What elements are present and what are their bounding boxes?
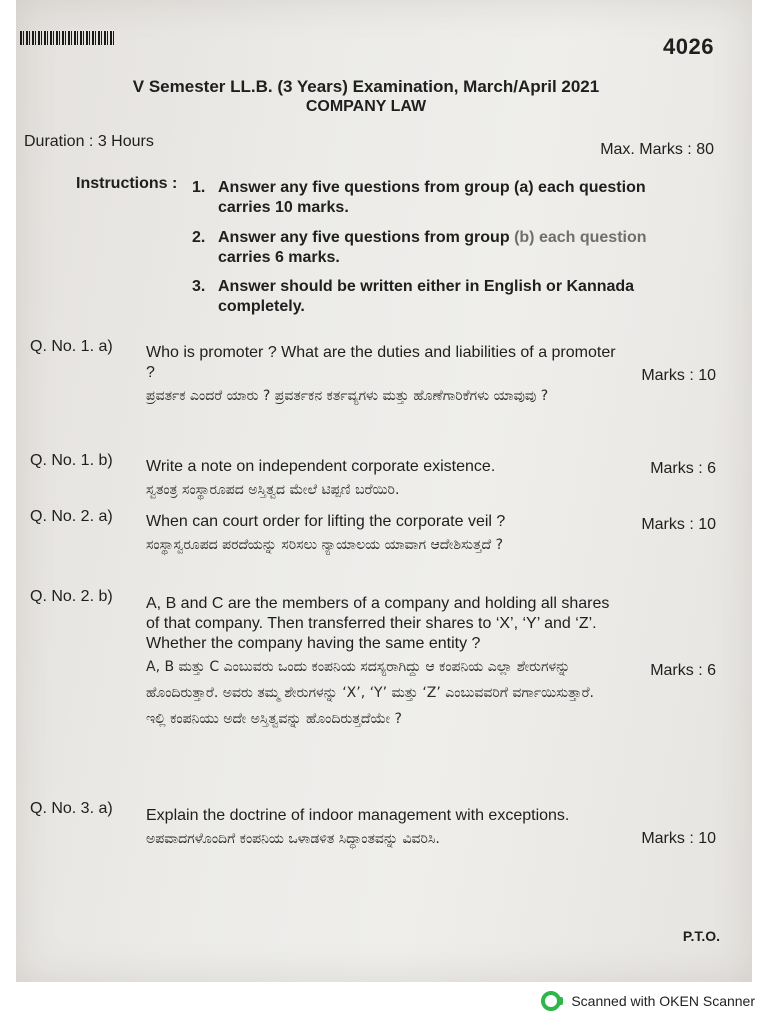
instruction-number: 3. — [192, 278, 206, 295]
question-english: Who is promoter ? What are the duties and liabilities of a promoter ? — [146, 344, 616, 381]
question-english: A, B and C are the members of a company and holding all shares of that company. Then transferred their shares to ‘X’, ‘Y’ and ‘Z’. Whether the company having the same entity ? — [146, 595, 610, 652]
exam-paper — [16, 0, 752, 982]
question-3a — [146, 806, 616, 852]
instruction-text: Answer any five questions from group — [218, 229, 510, 246]
question-2a — [146, 512, 616, 558]
question-kannada: A, B ಮತ್ತು C ಎಂಬುವರು ಒಂದು ಕಂಪನಿಯ ಸದಸ್ಯರಾಗಿದ್ದು ಆ ಕಂಪನಿಯ ಎಲ್ಲಾ ಶೇರುಗಳನ್ನು ಹೊಂದಿರುತ್ತಾರೆ. ಅವರು ತಮ್ಮ ಶೇರುಗಳನ್ನು ‘X’, ‘Y’ ಮತ್ತು ‘Z’ ಎಂಬುವವರಿಗೆ ವರ್ಗಾಯಿಸುತ್ತಾರೆ. ಇಲ್ಲಿ ಕಂಪನಿಯು ಅದೇ ಅಸ್ತಿತ್ವವನ್ನು ಹೊಂದಿರುತ್ತದೆಯೇ ? — [146, 659, 594, 727]
question-marks: Marks : 6 — [650, 662, 716, 679]
barcode — [20, 31, 116, 45]
question-2b — [146, 594, 616, 732]
instruction-number: 2. — [192, 229, 206, 246]
instruction-1 — [192, 178, 692, 218]
scanner-watermark — [541, 990, 755, 1012]
question-1a — [146, 343, 616, 409]
instruction-number: 1. — [192, 179, 206, 196]
duration: Duration : 3 Hours — [24, 133, 154, 150]
question-label: Q. No. 3. a) — [30, 800, 113, 817]
question-1b — [146, 457, 616, 503]
question-english: When can court order for lifting the corporate veil ? — [146, 513, 506, 530]
exam-title: V Semester LL.B. (3 Years) Examination, March/April 2021 — [132, 77, 600, 96]
scanner-watermark-text: Scanned with OKEN Scanner — [571, 993, 755, 1009]
question-kannada: ಅಪವಾದಗಳೊಂದಿಗೆ ಕಂಪನಿಯ ಒಳಾಡಳಿತ ಸಿದ್ಧಾಂತವನ್ನು ವಿವರಿಸಿ. — [146, 831, 440, 847]
question-kannada: ಸ್ವತಂತ್ರ ಸಂಸ್ಥಾರೂಪದ ಅಸ್ತಿತ್ವದ ಮೇಲೆ ಟಿಪ್ಪಣಿ ಬರೆಯಿರಿ. — [146, 482, 400, 498]
instruction-text: Answer should be written either in English or Kannada completely. — [218, 278, 635, 315]
oken-scanner-logo-icon — [541, 991, 561, 1011]
subject-title: COMPANY LAW — [305, 98, 427, 115]
question-label: Q. No. 1. b) — [30, 452, 113, 469]
instruction-faded-text: (b) each question — [514, 229, 647, 246]
question-label: Q. No. 1. a) — [30, 338, 113, 355]
instruction-2 — [192, 228, 692, 268]
question-kannada: ಪ್ರವರ್ತಕ ಎಂದರೆ ಯಾರು ? ಪ್ರವರ್ತಕನ ಕರ್ತವ್ಯಗಳು ಮತ್ತು ಹೊಣೆಗಾರಿಕೆಗಳು ಯಾವುವು ? — [146, 388, 549, 404]
paper-code: 4026 — [663, 34, 714, 59]
instruction-3 — [192, 277, 692, 317]
instruction-text: Answer any five questions from group (a) each question carries 10 marks. — [218, 179, 646, 216]
question-label: Q. No. 2. b) — [30, 588, 113, 605]
max-marks: Max. Marks : 80 — [600, 141, 714, 158]
question-english: Write a note on independent corporate existence. — [146, 458, 496, 475]
instructions-label: Instructions : — [76, 175, 178, 192]
question-label: Q. No. 2. a) — [30, 508, 113, 525]
question-marks: Marks : 6 — [650, 460, 716, 477]
question-marks: Marks : 10 — [641, 830, 716, 847]
question-kannada: ಸಂಸ್ಥಾಸ್ವರೂಪದ ಪರದೆಯನ್ನು ಸರಿಸಲು ನ್ಯಾಯಾಲಯ ಯಾವಾಗ ಆದೇಶಿಸುತ್ತದೆ ? — [146, 537, 504, 553]
question-marks: Marks : 10 — [641, 516, 716, 533]
pto-marker: P.T.O. — [682, 928, 720, 944]
question-marks: Marks : 10 — [641, 367, 716, 384]
instruction-text-cont: carries 6 marks. — [218, 249, 340, 266]
question-english: Explain the doctrine of indoor management with exceptions. — [146, 807, 570, 824]
